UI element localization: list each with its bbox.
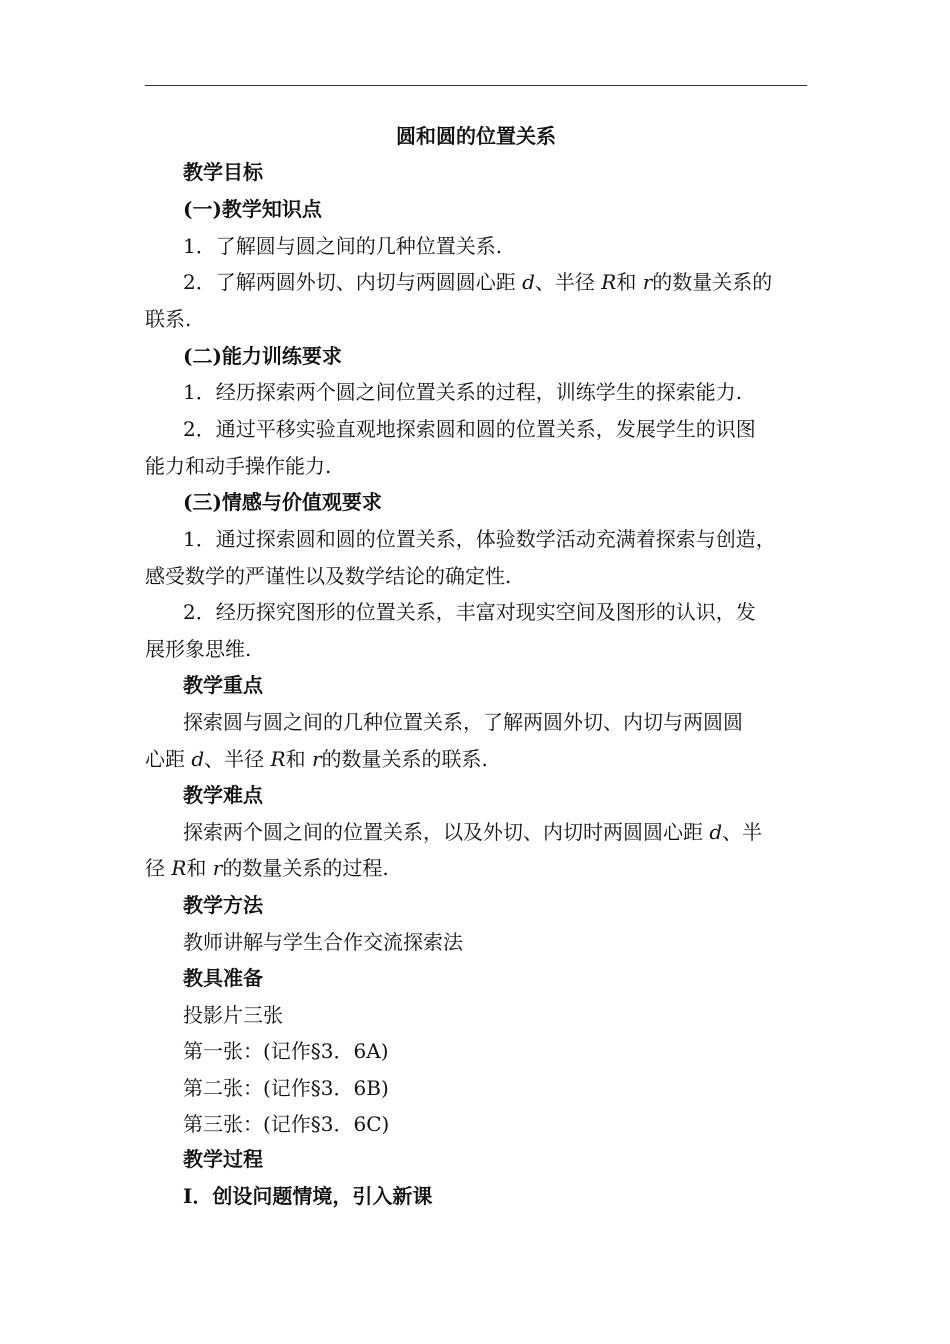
heading-process: 教学过程 bbox=[183, 1147, 263, 1171]
key-points-line-1: 探索圆与圆之间的几种位置关系，了解两圆外切、内切与两圆圆 bbox=[183, 710, 743, 734]
heading-key-points: 教学重点 bbox=[183, 673, 263, 697]
emotion-item-1-cont: 感受数学的严谨性以及数学结论的确定性. bbox=[145, 564, 512, 588]
heading-difficulties: 教学难点 bbox=[183, 783, 263, 807]
heading-methods: 教学方法 bbox=[183, 893, 263, 917]
heading-tools: 教具准备 bbox=[183, 966, 263, 990]
document-title: 圆和圆的位置关系 bbox=[396, 124, 556, 148]
heading-ability: (二)能力训练要求 bbox=[183, 344, 342, 368]
difficulties-line-1: 探索两个圆之间的位置关系，以及外切、内切时两圆圆心距 d、半 bbox=[183, 820, 763, 844]
tools-slide-2: 第二张：(记作§3．6B) bbox=[183, 1076, 389, 1100]
emotion-item-2: 2．经历探究图形的位置关系，丰富对现实空间及图形的认识，发 bbox=[183, 600, 756, 624]
ability-item-2-cont: 能力和动手操作能力. bbox=[145, 454, 332, 478]
emotion-item-1: 1．通过探索圆和圆的位置关系，体验数学活动充满着探索与创造， bbox=[183, 527, 776, 551]
process-section-1: Ⅰ．创设问题情境，引入新课 bbox=[183, 1184, 433, 1208]
heading-objectives: 教学目标 bbox=[183, 160, 263, 184]
heading-emotion: (三)情感与价值观要求 bbox=[183, 490, 382, 514]
knowledge-item-1: 1．了解圆与圆之间的几种位置关系. bbox=[183, 234, 503, 258]
key-points-line-2: 心距 d、半径 R和 r的数量关系的联系. bbox=[145, 747, 488, 771]
knowledge-item-2: 2．了解两圆外切、内切与两圆圆心距 d、半径 R和 r的数量关系的 bbox=[183, 270, 773, 294]
difficulties-line-2: 径 R和 r的数量关系的过程. bbox=[145, 856, 389, 880]
tools-slide-1: 第一张：(记作§3．6A) bbox=[183, 1039, 389, 1063]
tools-text: 投影片三张 bbox=[183, 1003, 283, 1027]
knowledge-item-2-cont: 联系. bbox=[145, 307, 192, 331]
methods-text: 教师讲解与学生合作交流探索法 bbox=[183, 930, 463, 954]
tools-slide-3: 第三张：(记作§3．6C) bbox=[183, 1112, 390, 1136]
header-rule bbox=[145, 85, 807, 86]
ability-item-2: 2．通过平移实验直观地探索圆和圆的位置关系，发展学生的识图 bbox=[183, 417, 756, 441]
ability-item-1: 1．经历探索两个圆之间位置关系的过程，训练学生的探索能力. bbox=[183, 380, 743, 404]
emotion-item-2-cont: 展形象思维. bbox=[145, 637, 252, 661]
heading-knowledge: (一)教学知识点 bbox=[183, 197, 322, 221]
